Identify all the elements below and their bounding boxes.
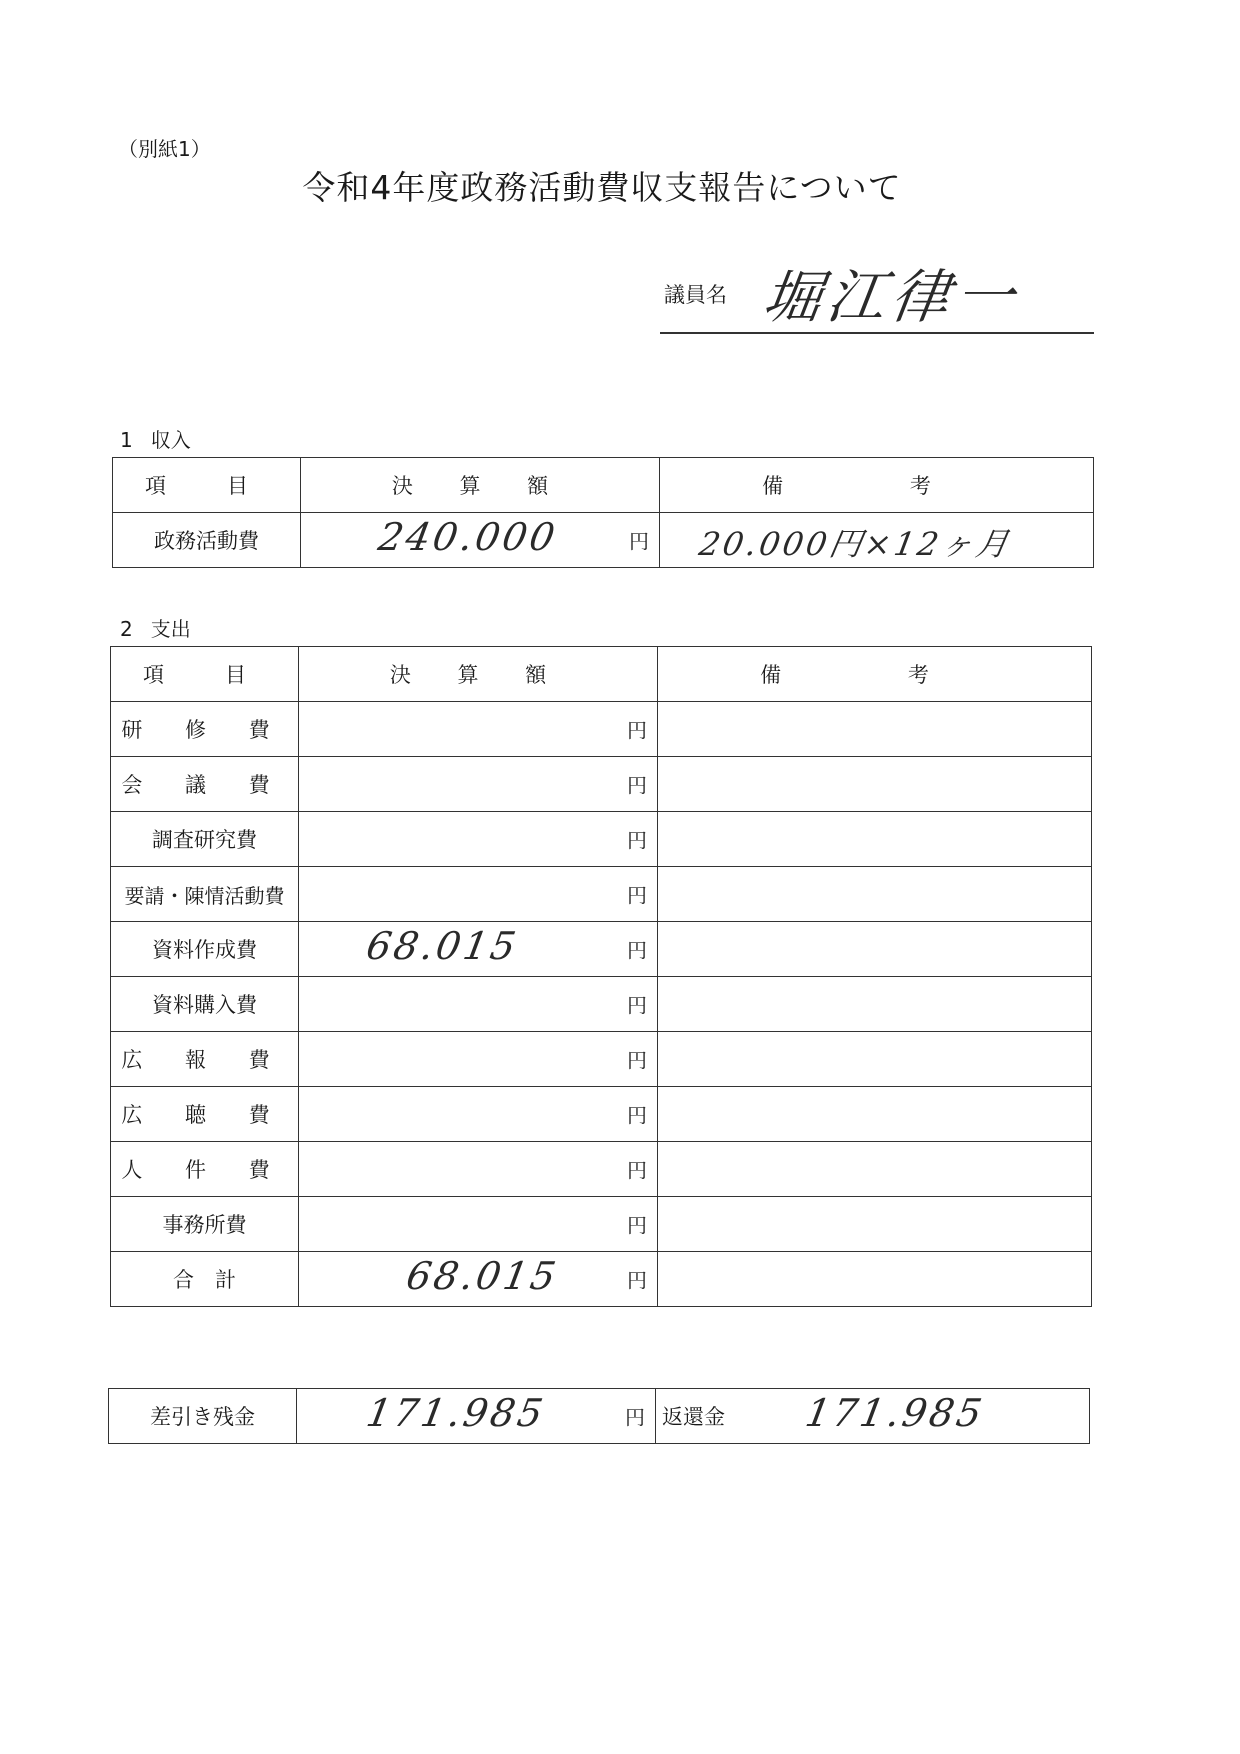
- expense-amount-cell: [299, 812, 658, 867]
- income-note: 20.000円×12ヶ月: [696, 525, 1015, 563]
- yen-unit: 円: [627, 1103, 647, 1128]
- expense-total-amount: 68.015: [403, 1254, 562, 1298]
- expense-item: 研 修 費: [111, 702, 299, 757]
- balance-amount-cell: [297, 1389, 656, 1444]
- expense-item: 資料購入費: [111, 977, 299, 1032]
- expense-amount-cell: [299, 1142, 658, 1197]
- yen-unit: 円: [627, 718, 647, 743]
- expense-total-note: [658, 1252, 1092, 1307]
- expense-amount-cell: [299, 1197, 658, 1252]
- expense-heading-text: 支出: [150, 617, 191, 641]
- yen-unit: 円: [627, 883, 647, 908]
- yen-unit: 円: [627, 993, 647, 1018]
- expense-row: [111, 1197, 1092, 1252]
- expense-header-amount: 決 算 額: [299, 647, 658, 702]
- expense-total-cell: [299, 1252, 658, 1307]
- expense-note: [658, 812, 1092, 867]
- expense-row: [111, 702, 1092, 757]
- expense-header-row: [111, 647, 1092, 702]
- expense-header-item: 項 目: [111, 647, 299, 702]
- expense-note: [658, 702, 1092, 757]
- income-heading-number: 1: [120, 428, 133, 452]
- expense-heading: [120, 613, 191, 642]
- expense-row: [111, 1032, 1092, 1087]
- expense-row: [111, 757, 1092, 812]
- expense-note: [658, 757, 1092, 812]
- expense-item: 人 件 費: [111, 1142, 299, 1197]
- expense-header-note: 備 考: [658, 647, 1092, 702]
- income-heading-text: 収入: [150, 428, 191, 452]
- expense-total-label: 合 計: [111, 1252, 299, 1307]
- yen-unit: 円: [627, 828, 647, 853]
- expense-item: 資料作成費: [111, 922, 299, 977]
- yen-unit: 円: [629, 529, 649, 554]
- expense-amount: 68.015: [363, 924, 522, 968]
- expense-amount-cell: [299, 867, 658, 922]
- income-amount: 240.000: [375, 515, 562, 559]
- expense-row: [111, 867, 1092, 922]
- expense-note: [658, 1032, 1092, 1087]
- refund-amount: 171.985: [802, 1391, 989, 1435]
- refund-label: 返還金: [662, 1405, 725, 1429]
- expense-table: [110, 646, 1092, 1307]
- expense-item: 要請・陳情活動費: [111, 867, 299, 922]
- document-title: 令和4年度政務活動費収支報告について: [302, 168, 902, 207]
- expense-row: [111, 922, 1092, 977]
- expense-note: [658, 1142, 1092, 1197]
- expense-note: [658, 867, 1092, 922]
- expense-total-row: [111, 1252, 1092, 1307]
- income-heading: [120, 424, 191, 453]
- balance-row: [109, 1389, 1090, 1444]
- income-row: [113, 513, 1094, 568]
- expense-amount-cell: [299, 702, 658, 757]
- yen-unit: 円: [627, 1048, 647, 1073]
- expense-item: 広 聴 費: [111, 1087, 299, 1142]
- refund-cell: [656, 1389, 1090, 1444]
- income-header-row: [113, 458, 1094, 513]
- expense-item: 広 報 費: [111, 1032, 299, 1087]
- balance-label: 差引き残金: [109, 1389, 297, 1444]
- income-header-item: 項 目: [113, 458, 301, 513]
- expense-row: [111, 812, 1092, 867]
- expense-amount-cell: [299, 757, 658, 812]
- expense-amount-cell: [299, 977, 658, 1032]
- member-name-underline: [660, 332, 1094, 334]
- expense-note: [658, 1197, 1092, 1252]
- expense-item: 調査研究費: [111, 812, 299, 867]
- expense-amount-cell: [299, 1087, 658, 1142]
- expense-note: [658, 922, 1092, 977]
- expense-item: 事務所費: [111, 1197, 299, 1252]
- attachment-label: （別紙1）: [118, 137, 211, 161]
- income-item: 政務活動費: [113, 513, 301, 568]
- expense-note: [658, 977, 1092, 1032]
- yen-unit: 円: [627, 1213, 647, 1238]
- income-header-amount: 決 算 額: [301, 458, 660, 513]
- yen-unit: 円: [627, 1268, 647, 1293]
- balance-table: [108, 1388, 1090, 1444]
- income-table: [112, 457, 1094, 568]
- yen-unit: 円: [627, 773, 647, 798]
- expense-amount-cell: [299, 1032, 658, 1087]
- member-name-label: 議員名: [664, 283, 727, 307]
- member-name-handwritten: 堀江律一: [758, 263, 1025, 331]
- expense-heading-number: 2: [120, 617, 133, 641]
- expense-row: [111, 1142, 1092, 1197]
- yen-unit: 円: [627, 1158, 647, 1183]
- income-note-cell: [660, 513, 1094, 568]
- expense-note: [658, 1087, 1092, 1142]
- balance-amount: 171.985: [363, 1391, 550, 1435]
- expense-item: 会 議 費: [111, 757, 299, 812]
- income-header-note: 備 考: [660, 458, 1094, 513]
- income-amount-cell: [301, 513, 660, 568]
- expense-row: [111, 1087, 1092, 1142]
- expense-row: [111, 977, 1092, 1032]
- expense-amount-cell: [299, 922, 658, 977]
- yen-unit: 円: [625, 1405, 645, 1430]
- yen-unit: 円: [627, 938, 647, 963]
